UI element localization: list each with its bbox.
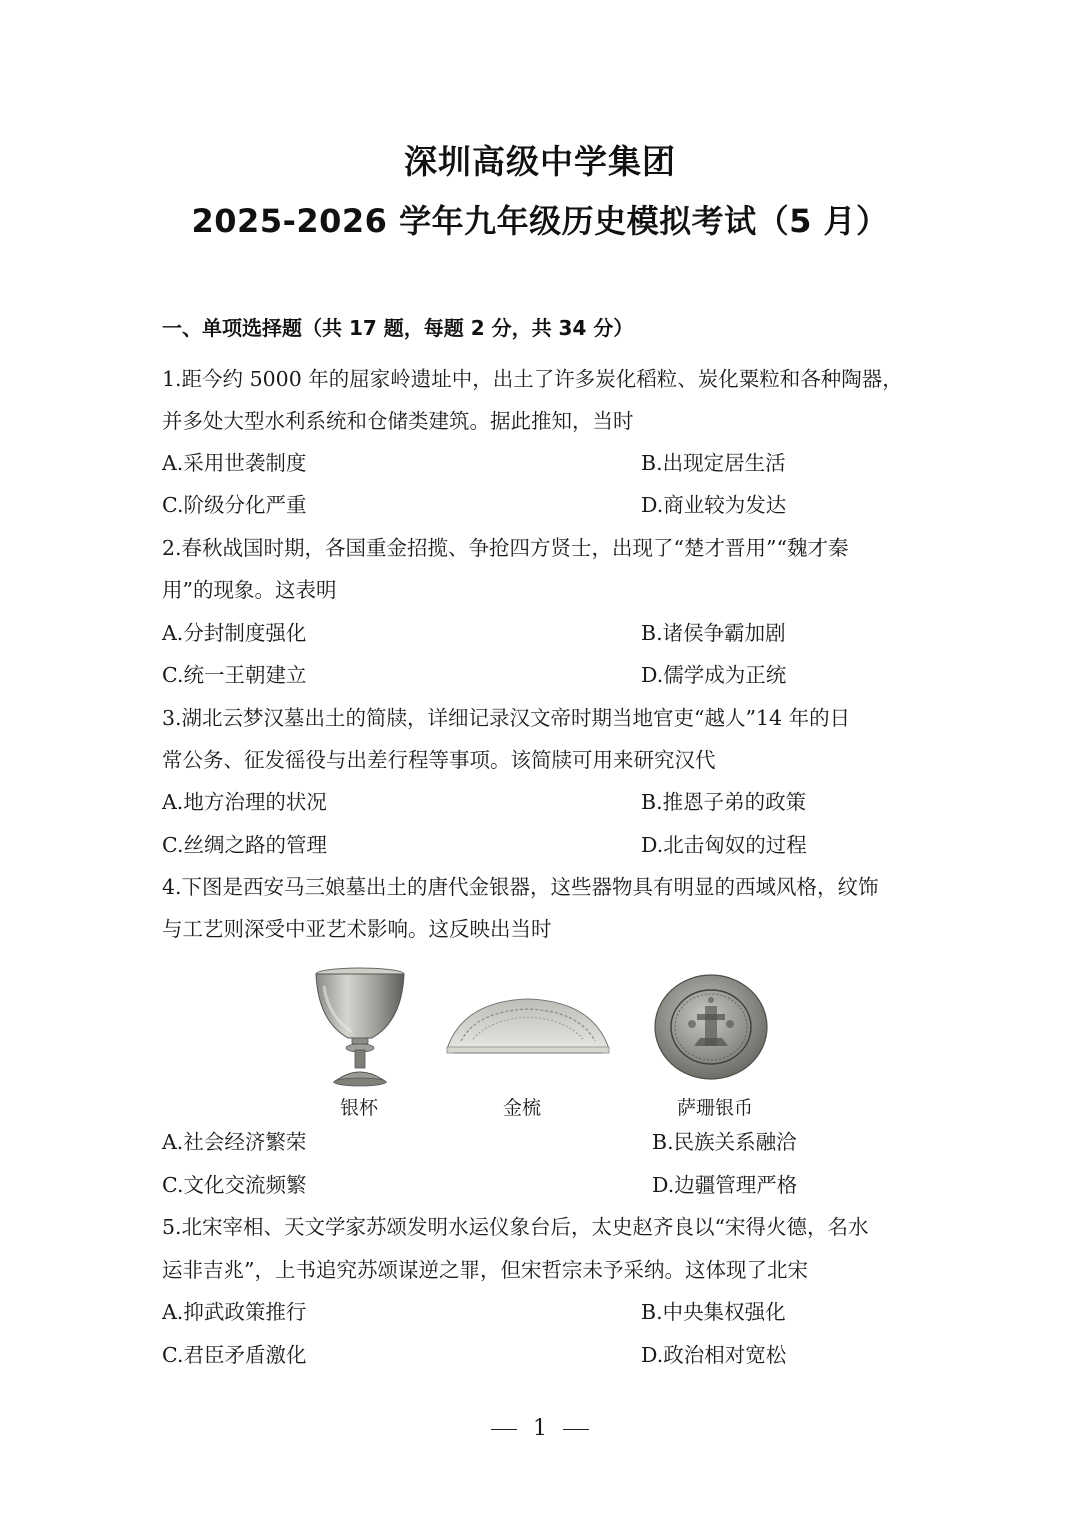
section-heading: 一、单项选择题（共 17 题，每题 2 分，共 34 分） <box>162 316 634 340</box>
question-1-stem-line-2: 并多处大型水利系统和仓储类建筑。据此推知，当时 <box>162 409 634 433</box>
question-5-option-a: A.抑武政策推行 <box>162 1300 307 1324</box>
question-5-stem-line-2: 运非吉兆”，上书追究苏颂谋逆之罪，但宋哲宗未予采纳。这体现了北宋 <box>162 1258 808 1282</box>
footer-dash-left <box>491 1429 517 1430</box>
question-1-option-b: B.出现定居生活 <box>641 451 786 475</box>
question-4-stem-line-2: 与工艺则深受中亚艺术影响。这反映出当时 <box>162 917 552 941</box>
question-2-stem-line-1: 2.春秋战国时期，各国重金招揽、争抢四方贤士，出现了“楚才晋用”“魏才秦 <box>162 536 849 560</box>
question-5-option-c: C.君臣矛盾激化 <box>162 1343 307 1367</box>
question-2-option-d: D.儒学成为正统 <box>641 663 787 687</box>
question-4-option-a: A.社会经济繁荣 <box>162 1130 307 1154</box>
sasanian-silver-coin-image <box>652 972 770 1082</box>
question-3-option-a: A.地方治理的状况 <box>162 790 327 814</box>
question-4-option-d: D.边疆管理严格 <box>652 1173 798 1197</box>
question-2-stem-line-2: 用”的现象。这表明 <box>162 578 337 602</box>
page-footer <box>0 1416 1080 1441</box>
question-3-stem-line-2: 常公务、征发徭役与出差行程等事项。该简牍可用来研究汉代 <box>162 748 716 772</box>
page-number: 1 <box>533 1416 547 1441</box>
question-5-stem-line-1: 5.北宋宰相、天文学家苏颂发明水运仪象台后，太史赵齐良以“宋得火德，名水 <box>162 1215 869 1239</box>
gold-comb-image <box>443 995 613 1057</box>
figure-caption-gold-comb: 金梳 <box>503 1097 542 1119</box>
question-1-option-d: D.商业较为发达 <box>641 493 787 517</box>
silver-cup-image <box>308 966 412 1088</box>
document-subtitle: 2025-2026 学年九年级历史模拟考试（5 月） <box>191 202 889 240</box>
question-1-stem-line-1: 1.距今约 5000 年的屈家岭遗址中，出土了许多炭化稻粒、炭化粟粒和各种陶器， <box>162 367 903 391</box>
question-5-option-b: B.中央集权强化 <box>641 1300 786 1324</box>
footer-dash-right <box>563 1429 589 1430</box>
question-2-option-b: B.诸侯争霸加剧 <box>641 621 786 645</box>
question-4-stem-line-1: 4.下图是西安马三娘墓出土的唐代金银器，这些器物具有明显的西域风格，纹饰 <box>162 875 879 899</box>
question-2-option-a: A.分封制度强化 <box>162 621 307 645</box>
question-5-option-d: D.政治相对宽松 <box>641 1343 787 1367</box>
figure-caption-silver-cup: 银杯 <box>340 1097 379 1119</box>
question-2-option-c: C.统一王朝建立 <box>162 663 307 687</box>
question-1-option-a: A.采用世袭制度 <box>162 451 307 475</box>
question-3-stem-line-1: 3.湖北云梦汉墓出土的简牍，详细记录汉文帝时期当地官吏“越人”14 年的日 <box>162 706 851 730</box>
question-3-option-c: C.丝绸之路的管理 <box>162 833 327 857</box>
question-4-option-b: B.民族关系融洽 <box>652 1130 797 1154</box>
figure-caption-silver-coin: 萨珊银币 <box>677 1097 754 1119</box>
question-1-option-c: C.阶级分化严重 <box>162 493 307 517</box>
question-3-option-d: D.北击匈奴的过程 <box>641 833 807 857</box>
question-4-option-c: C.文化交流频繁 <box>162 1173 307 1197</box>
document-title: 深圳高级中学集团 <box>404 142 676 181</box>
question-3-option-b: B.推恩子弟的政策 <box>641 790 807 814</box>
